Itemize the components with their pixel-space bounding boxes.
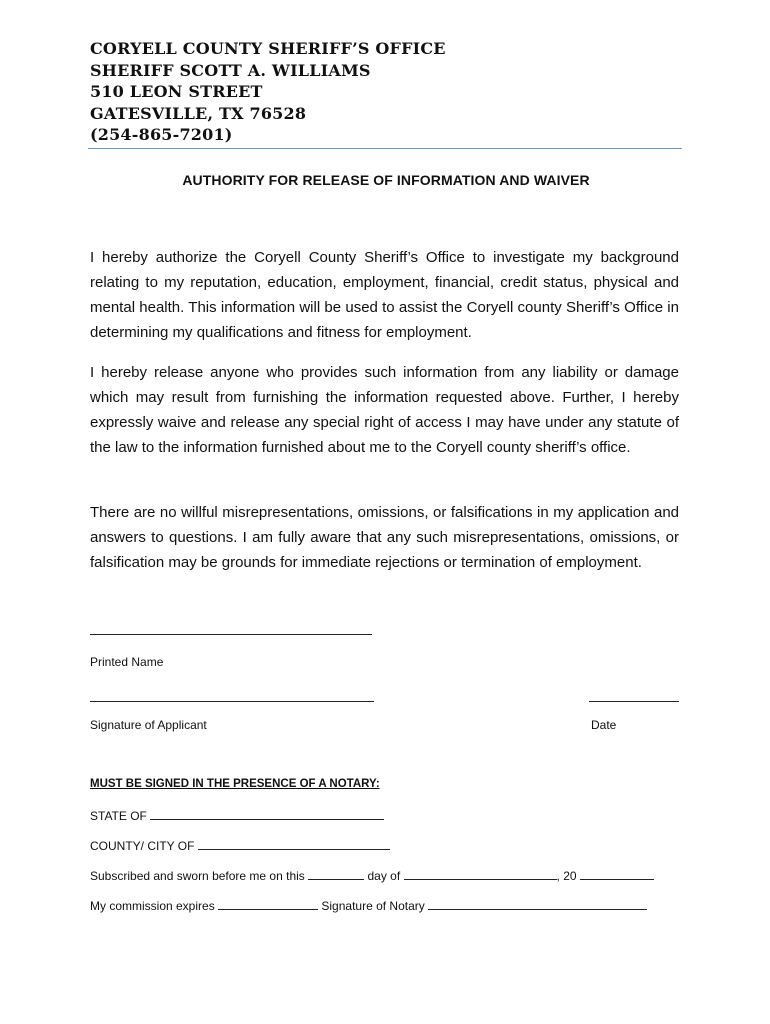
printed-name-label: Printed Name bbox=[90, 655, 164, 669]
sworn-month-field[interactable] bbox=[404, 869, 557, 880]
phone-number: (254-865-7201) bbox=[90, 125, 233, 144]
sworn-day-field[interactable] bbox=[308, 869, 364, 880]
county-field[interactable] bbox=[198, 839, 390, 850]
date-line[interactable] bbox=[589, 701, 679, 702]
city-address: GATESVILLE, TX 76528 bbox=[90, 103, 307, 123]
date-label: Date bbox=[591, 718, 617, 732]
street-address: 510 LEON STREET bbox=[90, 82, 263, 101]
sheriff-name: SHERIFF SCOTT A. WILLIAMS bbox=[90, 60, 371, 80]
release-paragraph: I hereby release anyone who provides such information from any liability or damage which may result from furnishing the information requested above. Further, I hereby expressly waive and release any special right of access I may have under any statute of the law to the information furnished about me to the Coryell county sheriff’s office. bbox=[90, 364, 679, 456]
year-prefix-label: , 20 bbox=[556, 869, 577, 883]
commission-expires-field[interactable] bbox=[218, 899, 318, 910]
sworn-label: Subscribed and sworn before me on this bbox=[90, 869, 305, 883]
header-divider bbox=[88, 148, 682, 149]
state-row bbox=[90, 809, 384, 823]
letterhead bbox=[90, 38, 682, 146]
commission-label: My commission expires bbox=[90, 899, 215, 913]
day-of-label: day of bbox=[367, 869, 401, 883]
signature-label: Signature of Applicant bbox=[90, 718, 207, 732]
state-field[interactable] bbox=[150, 809, 384, 820]
truthfulness-paragraph: There are no willful misrepresentations, omissions, or falsifications in my application and answers to questions. I am fully aware that any such misrepresentations, omissions, or falsification may be grounds for immediate rejections or termination of employment. bbox=[90, 504, 679, 571]
applicant-signature-line[interactable] bbox=[90, 701, 374, 702]
sworn-year-field[interactable] bbox=[580, 869, 654, 880]
commission-row bbox=[90, 899, 647, 913]
document-title: AUTHORITY FOR RELEASE OF INFORMATION AND WAIVER bbox=[182, 172, 590, 188]
notary-signature-label: Signature of Notary bbox=[321, 899, 425, 913]
authorization-paragraph: I hereby authorize the Coryell County Sheriff’s Office to investigate my background relating to my reputation, education, employment, financial, credit status, physical and mental health. This information will be used to assist the Coryell county Sheriff’s Office in determining my qualifications and fitness for employment. bbox=[90, 249, 679, 341]
county-row bbox=[90, 839, 390, 853]
notary-heading: MUST BE SIGNED IN THE PRESENCE OF A NOTARY: bbox=[90, 778, 380, 790]
printed-name-line[interactable] bbox=[90, 634, 372, 635]
notary-signature-field[interactable] bbox=[428, 899, 647, 910]
county-label: COUNTY/ CITY OF bbox=[90, 839, 195, 853]
sworn-row bbox=[90, 869, 654, 883]
state-label: STATE OF bbox=[90, 809, 147, 823]
office-name: CORYELL COUNTY SHERIFF’S OFFICE bbox=[90, 39, 446, 58]
